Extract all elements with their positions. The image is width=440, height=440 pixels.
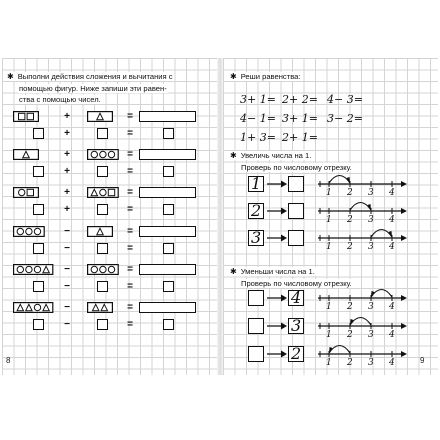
task3-line: Проверь по числовому отрезку. (241, 278, 352, 288)
handwritten-digit: 2 (291, 344, 302, 363)
number-box (33, 204, 44, 215)
equals-sign: = (127, 111, 133, 122)
arrow-icon (266, 321, 288, 331)
shape-group (13, 111, 39, 122)
handwritten-digit: 4 (291, 288, 302, 307)
jump-arc (329, 346, 350, 354)
arrow-head (281, 295, 287, 302)
equation-expression: 3− 2= (327, 112, 363, 125)
number-box (163, 128, 174, 139)
operator-sign: + (64, 166, 70, 178)
number-box (33, 319, 44, 330)
start-number-box (248, 346, 264, 362)
axis-arrow-head (401, 295, 407, 301)
equals-sign: = (127, 280, 133, 292)
star-icon: ✱ (230, 72, 237, 81)
star-icon: ✱ (7, 72, 14, 81)
handwritten-digit: 3 (291, 316, 302, 335)
arrow-icon (266, 293, 288, 303)
number-box (33, 166, 44, 177)
axis-label: 3 (368, 215, 374, 225)
shape-group (87, 302, 113, 313)
jump-arc (350, 318, 371, 326)
axis-label: 1 (326, 188, 332, 198)
result-number-box (288, 176, 304, 192)
axis-label: 2 (347, 358, 353, 368)
equals-sign: = (127, 319, 133, 330)
result-number-box (288, 203, 304, 219)
equation-expression: 4− 3= (327, 93, 363, 106)
number-box (163, 204, 174, 215)
equals-sign: = (127, 242, 133, 254)
task-line: Выполни действия сложения и вычитания с (17, 72, 173, 81)
number-box (97, 204, 108, 215)
equals-sign: = (127, 187, 133, 199)
axis-label: 3 (368, 330, 374, 340)
number-line (310, 220, 410, 254)
task1-title (229, 71, 301, 83)
axis-label: 4 (389, 330, 395, 340)
answer-shape-box (139, 187, 196, 198)
axis-label: 4 (389, 242, 395, 252)
equation-expression: 3+ 1= (240, 93, 276, 106)
equation-expression: 4− 1= (240, 112, 276, 125)
operator-sign: + (64, 187, 70, 199)
axis-arrow-head (401, 235, 407, 241)
equals-sign: = (127, 166, 133, 178)
arrow-head (281, 181, 287, 188)
axis-label: 1 (326, 330, 332, 340)
jump-arc (350, 203, 371, 211)
operator-sign: − (64, 225, 70, 237)
task1-title-text: Реши равенства: (240, 72, 301, 81)
answer-shape-box (139, 226, 196, 237)
handwritten-digit: 1 (251, 174, 262, 193)
answer-shape-box (139, 111, 196, 122)
axis-label: 1 (326, 302, 332, 312)
shape-group (13, 264, 53, 275)
arrow-icon (266, 233, 288, 243)
operator-sign: − (64, 242, 70, 254)
equation-expression: 2+ 1= (282, 131, 318, 144)
arrow-head (281, 323, 287, 330)
arrow-head (281, 351, 287, 358)
jump-arc (329, 176, 350, 184)
shape-group (87, 264, 119, 275)
task2-line: Увеличь числа на 1. (240, 151, 312, 160)
operator-sign: − (64, 302, 70, 313)
task2-line: Проверь по числовому отрезку. (241, 162, 352, 172)
axis-arrow-head (401, 181, 407, 187)
axis-label: 2 (347, 330, 353, 340)
star-icon: ✱ (230, 267, 237, 276)
axis-label: 2 (347, 215, 353, 225)
axis-arrow-head (401, 351, 407, 357)
number-box (97, 128, 108, 139)
operator-sign: + (64, 204, 70, 216)
shape-frame (88, 303, 113, 313)
axis-label: 2 (347, 188, 353, 198)
arrow-head (281, 235, 287, 242)
page-number-left: 8 (6, 356, 11, 365)
shape-group (87, 187, 119, 198)
result-number-box (288, 230, 304, 246)
shape-group (87, 149, 119, 160)
number-box (97, 243, 108, 254)
shape-group (87, 111, 113, 122)
axis-label: 2 (347, 302, 353, 312)
equation-expression: 1+ 3= (240, 131, 276, 144)
operator-sign: − (64, 280, 70, 292)
shape-group (13, 226, 45, 237)
arrow-head (281, 208, 287, 215)
star-icon: ✱ (230, 151, 237, 160)
axis-label: 3 (368, 302, 374, 312)
axis-label: 3 (368, 242, 374, 252)
jump-arc (371, 290, 392, 298)
axis-label: 3 (368, 188, 374, 198)
equals-sign: = (127, 263, 133, 275)
start-number-box (248, 318, 264, 334)
jump-arc (371, 230, 392, 238)
equals-sign: = (127, 149, 133, 161)
axis-label: 4 (389, 358, 395, 368)
equation-expression: 3+ 1= (282, 112, 318, 125)
task-line: ства с помощью чисел. (19, 95, 101, 104)
equals-sign: = (127, 128, 133, 139)
axis-label: 4 (389, 215, 395, 225)
equation-expression: 2+ 2= (282, 93, 318, 106)
answer-shape-box (139, 149, 196, 160)
number-box (33, 243, 44, 254)
equals-sign: = (127, 204, 133, 216)
handwritten-digit: 3 (251, 228, 262, 247)
equals-sign: = (127, 302, 133, 313)
shape-group (13, 149, 39, 160)
operator-sign: + (64, 149, 70, 161)
axis-label: 1 (326, 215, 332, 225)
handwritten-digit: 2 (251, 201, 262, 220)
axis-label: 1 (326, 242, 332, 252)
number-box (163, 281, 174, 292)
number-box (163, 319, 174, 330)
axis-arrow-head (401, 208, 407, 214)
number-box (97, 281, 108, 292)
number-box (163, 243, 174, 254)
left-task-text (6, 71, 174, 106)
axis-label: 3 (368, 358, 374, 368)
axis-label: 4 (389, 188, 395, 198)
shape-group (13, 302, 53, 313)
page-number-right: 9 (420, 356, 425, 365)
shape-group (87, 226, 113, 237)
arrow-icon (266, 206, 288, 216)
number-box (97, 166, 108, 177)
axis-label: 4 (389, 302, 395, 312)
answer-shape-box (139, 302, 196, 313)
shape-frame (14, 188, 39, 198)
number-line (310, 336, 410, 370)
shape-frame (14, 112, 39, 122)
task3-line: Уменьши числа на 1. (240, 267, 315, 276)
operator-sign: − (64, 263, 70, 275)
operator-sign: − (64, 319, 70, 330)
number-box (163, 166, 174, 177)
number-box (33, 281, 44, 292)
task-line: помощью фигур. Ниже запиши эти равен- (19, 83, 167, 93)
number-box (97, 319, 108, 330)
number-box (33, 128, 44, 139)
arrow-icon (266, 179, 288, 189)
start-number-box (248, 290, 264, 306)
answer-shape-box (139, 264, 196, 275)
axis-arrow-head (401, 323, 407, 329)
axis-label: 2 (347, 242, 353, 252)
arrow-icon (266, 349, 288, 359)
equals-sign: = (127, 225, 133, 237)
operator-sign: + (64, 128, 70, 139)
operator-sign: + (64, 111, 70, 122)
shape-group (13, 187, 39, 198)
axis-label: 1 (326, 358, 332, 368)
